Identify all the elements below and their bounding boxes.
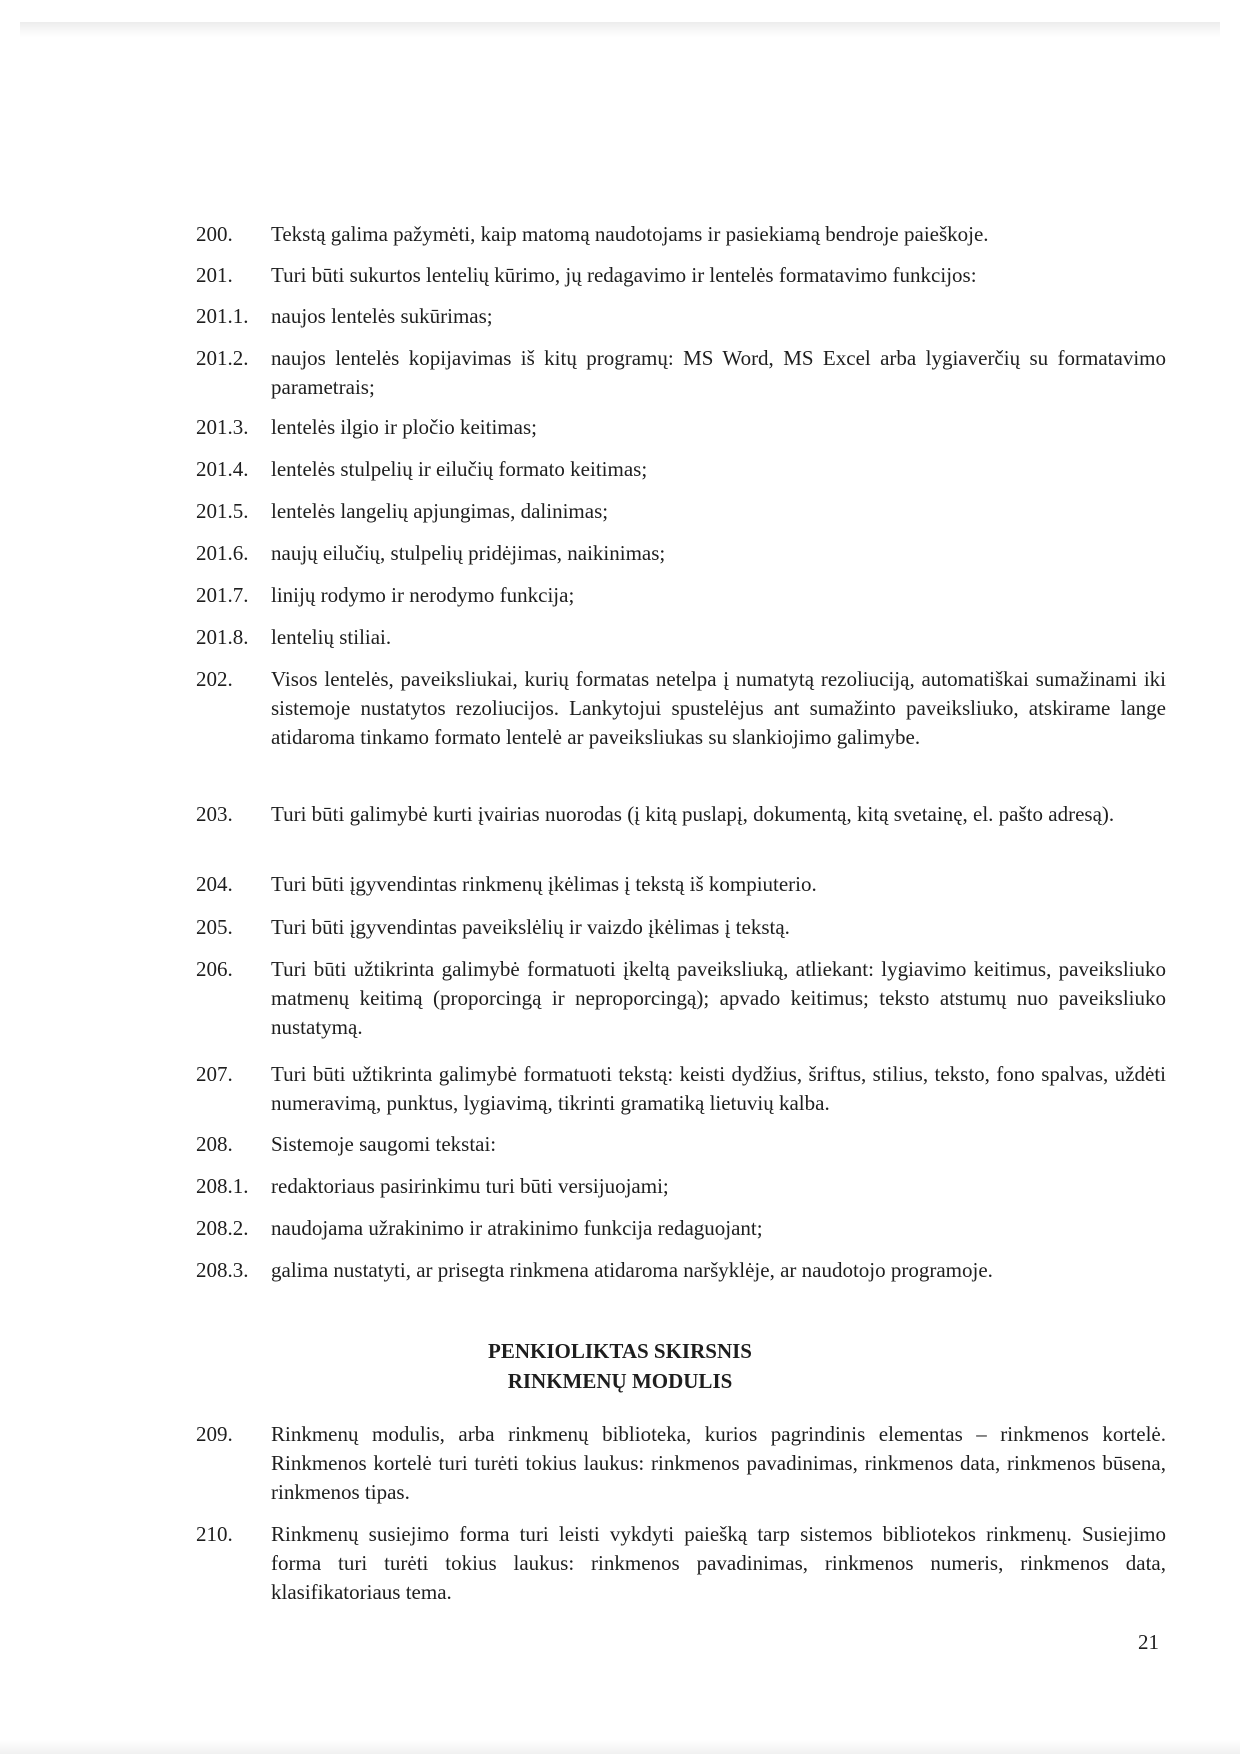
clause-number: 208.2. (196, 1216, 249, 1240)
clause-200 (196, 220, 1166, 249)
clause-number: 208. (196, 1132, 233, 1156)
clause-text: Turi būti užtikrinta galimybė formatuoti tekstą: keisti dydžius, šriftus, stilius, teksto, fono spalvas, uždėti numeravimą, punktus, lygiavimą, tikrinti gramatiką lietuvių kalba. (271, 1062, 1166, 1115)
clause-number: 201.6. (196, 541, 249, 565)
clause-201-5 (196, 497, 1166, 526)
clause-text: Visos lentelės, paveiksliukai, kurių formatas netelpa į numatytą rezoliuciją, automatiškai sumažinami iki sistemoje nustatytos rezoliucijos. Lankytojui spustelėjus ant sumažinto paveiksliuko, atskirame lange atidaroma tinkamo formato lentelė ar paveiksliukas su slankiojimo galimybe. (271, 667, 1166, 749)
clause-202 (196, 665, 1166, 752)
clause-201-6 (196, 539, 1166, 568)
clause-text: naujos lentelės sukūrimas; (271, 304, 493, 328)
clause-number: 201.2. (196, 346, 249, 370)
clause-number: 201. (196, 263, 233, 287)
clause-text: Turi būti įgyvendintas paveikslėlių ir vaizdo įkėlimas į tekstą. (271, 915, 790, 939)
section-subtitle: RINKMENŲ MODULIS (507, 1369, 733, 1393)
clause-text: Turi būti įgyvendintas rinkmenų įkėlimas į tekstą iš kompiuterio. (271, 872, 817, 896)
clause-number: 204. (196, 872, 233, 896)
clause-201-1 (196, 302, 1166, 331)
clause-number: 201.4. (196, 457, 249, 481)
clause-text: Rinkmenų susiejimo forma turi leisti vykdyti paiešką tarp sistemos bibliotekos rinkmenų. Susiejimo forma turi turėti tokius laukus: rinkmenos pavadinimas, rinkmenos numeris, rinkmenos data, klasifikatoriaus tema. (271, 1522, 1166, 1604)
clause-number: 201.1. (196, 304, 249, 328)
clause-208-1 (196, 1172, 1166, 1201)
clause-number: 208.1. (196, 1174, 249, 1198)
clause-203 (196, 800, 1166, 829)
clause-204 (196, 870, 1166, 899)
clause-number: 201.5. (196, 499, 249, 523)
clause-209 (196, 1420, 1166, 1507)
clause-text: lentelės langelių apjungimas, dalinimas; (271, 499, 609, 523)
clause-number: 210. (196, 1522, 233, 1546)
clause-208-3 (196, 1256, 1166, 1285)
clause-number: 201.7. (196, 583, 249, 607)
clause-number: 201.3. (196, 415, 249, 439)
clause-207 (196, 1060, 1166, 1118)
scan-edge-bottom (0, 1740, 1240, 1754)
clause-text: Rinkmenų modulis, arba rinkmenų biblioteka, kurios pagrindinis elementas – rinkmenos kortelė. Rinkmenos kortelė turi turėti tokius laukus: rinkmenos pavadinimas, rinkmenos data, rinkmenos būsena, rinkmenos tipas. (271, 1422, 1166, 1504)
clause-text: linijų rodymo ir nerodymo funkcija; (271, 583, 575, 607)
clause-205 (196, 913, 1166, 942)
clause-201 (196, 261, 1166, 290)
clause-text: Tekstą galima pažymėti, kaip matomą naudotojams ir pasiekiamą bendroje paieškoje. (271, 222, 989, 246)
clause-201-4 (196, 455, 1166, 484)
clause-201-2 (196, 344, 1166, 402)
clause-text: Turi būti galimybė kurti įvairias nuorodas (į kitą puslapį, dokumentą, kitą svetainę, el. pašto adresą). (271, 802, 1115, 826)
clause-text: Turi būti užtikrinta galimybė formatuoti įkeltą paveiksliuką, atliekant: lygiavimo keitimus, paveiksliuko matmenų keitimą (proporcingą ir neproporcingą); apvado keitimus; teksto atstumų nuo paveiksliuko nustatymą. (271, 957, 1166, 1039)
clause-210 (196, 1520, 1166, 1607)
clause-number: 203. (196, 802, 233, 826)
clause-201-3 (196, 413, 1166, 442)
clause-201-8 (196, 623, 1166, 652)
section-title: PENKIOLIKTAS SKIRSNIS (488, 1339, 752, 1363)
clause-text: naudojama užrakinimo ir atrakinimo funkcija redaguojant; (271, 1216, 763, 1240)
clause-number: 207. (196, 1062, 233, 1086)
clause-number: 209. (196, 1422, 233, 1446)
clause-text: lentelių stiliai. (271, 625, 392, 649)
clause-208-2 (196, 1214, 1166, 1243)
clause-text: redaktoriaus pasirinkimu turi būti versijuojami; (271, 1174, 669, 1198)
page-number: 21 (1138, 1630, 1159, 1654)
clause-text: lentelės stulpelių ir eilučių formato keitimas; (271, 457, 648, 481)
clause-text: lentelės ilgio ir pločio keitimas; (271, 415, 537, 439)
clause-text: naujų eilučių, stulpelių pridėjimas, naikinimas; (271, 541, 666, 565)
clause-number: 206. (196, 957, 233, 981)
clause-201-7 (196, 581, 1166, 610)
clause-text: Turi būti sukurtos lentelių kūrimo, jų redagavimo ir lentelės formatavimo funkcijos: (271, 263, 977, 287)
clause-text: naujos lentelės kopijavimas iš kitų programų: MS Word, MS Excel arba lygiaverčių su formatavimo parametrais; (271, 346, 1166, 399)
clause-number: 202. (196, 667, 233, 691)
clause-text: galima nustatyti, ar prisegta rinkmena atidaroma naršyklėje, ar naudotojo programoje. (271, 1258, 993, 1282)
clause-208 (196, 1130, 1166, 1159)
clause-number: 201.8. (196, 625, 249, 649)
clause-number: 208.3. (196, 1258, 249, 1282)
clause-text: Sistemoje saugomi tekstai: (271, 1132, 497, 1156)
clause-206 (196, 955, 1166, 1042)
clause-number: 205. (196, 915, 233, 939)
clause-number: 200. (196, 222, 233, 246)
